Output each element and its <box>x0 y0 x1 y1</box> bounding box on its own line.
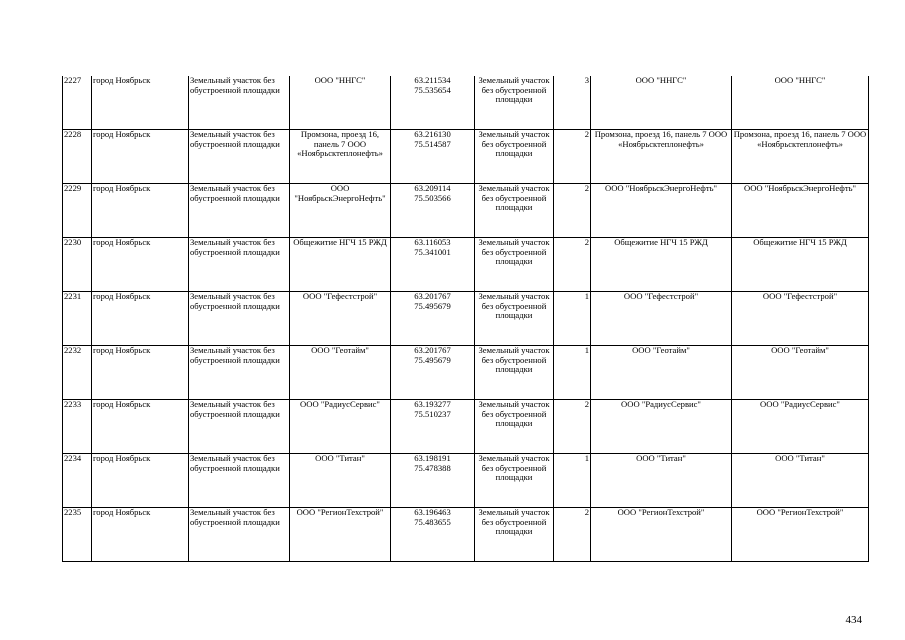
latitude: 63.198191 <box>414 453 451 463</box>
cell-owner: ООО "ННГС" <box>290 76 391 130</box>
latitude: 63.201767 <box>414 291 451 301</box>
longitude: 75.514587 <box>414 138 451 149</box>
cell-owner: ООО "НоябрьскЭнергоНефть" <box>290 184 391 238</box>
registry-table <box>62 76 869 562</box>
cell-container-count: 2 <box>554 508 591 562</box>
cell-organization: Промзона, проезд 16, панель 7 ООО «Ноябрьсктеплонефть» <box>591 130 732 184</box>
table-row <box>63 292 869 346</box>
cell-city: город Ноябрьск <box>92 292 189 346</box>
latitude: 63.193277 <box>414 399 451 409</box>
cell-site-type: Земельный участок без обустроенной площадки <box>189 292 290 346</box>
cell-site-type: Земельный участок без обустроенной площадки <box>189 346 290 400</box>
cell-owner: ООО "Геотайм" <box>290 346 391 400</box>
longitude: 75.483655 <box>414 516 451 527</box>
cell-owner: Общежитие НГЧ 15 РЖД <box>290 238 391 292</box>
latitude: 63.196463 <box>414 507 451 517</box>
table-row <box>63 76 869 130</box>
cell-organization: ООО "НоябрьскЭнергоНефть" <box>591 184 732 238</box>
latitude: 63.116053 <box>414 237 451 247</box>
cell-city: город Ноябрьск <box>92 400 189 454</box>
cell-city: город Ноябрьск <box>92 184 189 238</box>
cell-owner: Промзона, проезд 16, панель 7 ООО «Ноябрьсктеплонефть» <box>290 130 391 184</box>
latitude: 63.201767 <box>414 345 451 355</box>
cell-coordinates <box>391 238 475 292</box>
cell-city: город Ноябрьск <box>92 508 189 562</box>
cell-site-kind: Земельный участок без обустроенной площадки <box>475 76 554 130</box>
cell-source-organization: ООО "РадиусСервис" <box>732 400 869 454</box>
cell-site-type: Земельный участок без обустроенной площадки <box>189 238 290 292</box>
latitude: 63.216130 <box>414 129 451 139</box>
page-number: 434 <box>845 614 862 626</box>
cell-city: город Ноябрьск <box>92 454 189 508</box>
cell-number: 2227 <box>63 76 92 130</box>
cell-source-organization: Общежитие НГЧ 15 РЖД <box>732 238 869 292</box>
cell-container-count: 2 <box>554 184 591 238</box>
cell-number: 2228 <box>63 130 92 184</box>
longitude: 75.535654 <box>414 84 451 95</box>
cell-owner: ООО "РадиусСервис" <box>290 400 391 454</box>
cell-source-organization: ООО "РегионТехстрой" <box>732 508 869 562</box>
cell-coordinates <box>391 346 475 400</box>
cell-coordinates <box>391 508 475 562</box>
cell-source-organization: ООО "Титан" <box>732 454 869 508</box>
cell-container-count: 1 <box>554 454 591 508</box>
cell-coordinates <box>391 130 475 184</box>
cell-container-count: 2 <box>554 238 591 292</box>
cell-container-count: 2 <box>554 130 591 184</box>
cell-site-kind: Земельный участок без обустроенной площадки <box>475 346 554 400</box>
cell-site-type: Земельный участок без обустроенной площадки <box>189 454 290 508</box>
cell-site-kind: Земельный участок без обустроенной площадки <box>475 238 554 292</box>
cell-coordinates <box>391 292 475 346</box>
cell-source-organization: ООО "ННГС" <box>732 76 869 130</box>
table-row <box>63 130 869 184</box>
cell-source-organization: ООО "НоябрьскЭнергоНефть" <box>732 184 869 238</box>
cell-container-count: 3 <box>554 76 591 130</box>
cell-site-kind: Земельный участок без обустроенной площадки <box>475 508 554 562</box>
cell-site-kind: Земельный участок без обустроенной площадки <box>475 292 554 346</box>
cell-organization: Общежитие НГЧ 15 РЖД <box>591 238 732 292</box>
cell-city: город Ноябрьск <box>92 346 189 400</box>
cell-source-organization: ООО "Гефестстрой" <box>732 292 869 346</box>
cell-number: 2229 <box>63 184 92 238</box>
table-row <box>63 346 869 400</box>
cell-organization: ООО "Геотайм" <box>591 346 732 400</box>
table-row <box>63 238 869 292</box>
cell-container-count: 1 <box>554 346 591 400</box>
cell-site-type: Земельный участок без обустроенной площадки <box>189 508 290 562</box>
cell-number: 2233 <box>63 400 92 454</box>
table-row <box>63 184 869 238</box>
cell-city: город Ноябрьск <box>92 238 189 292</box>
cell-coordinates <box>391 454 475 508</box>
cell-source-organization: ООО "Геотайм" <box>732 346 869 400</box>
cell-source-organization: Промзона, проезд 16, панель 7 ООО «Ноябрьсктеплонефть» <box>732 130 869 184</box>
cell-owner: ООО "Гефестстрой" <box>290 292 391 346</box>
cell-site-kind: Земельный участок без обустроенной площадки <box>475 184 554 238</box>
latitude: 63.211534 <box>414 76 451 85</box>
cell-coordinates <box>391 184 475 238</box>
longitude: 75.495679 <box>414 354 451 365</box>
longitude: 75.503566 <box>414 192 451 203</box>
cell-coordinates <box>391 400 475 454</box>
cell-number: 2232 <box>63 346 92 400</box>
cell-site-type: Земельный участок без обустроенной площадки <box>189 400 290 454</box>
cell-organization: ООО "РегионТехстрой" <box>591 508 732 562</box>
cell-container-count: 2 <box>554 400 591 454</box>
cell-number: 2230 <box>63 238 92 292</box>
registry-table-body <box>63 76 869 562</box>
cell-site-type: Земельный участок без обустроенной площадки <box>189 76 290 130</box>
longitude: 75.341001 <box>414 246 451 257</box>
latitude: 63.209114 <box>414 183 451 193</box>
cell-site-kind: Земельный участок без обустроенной площадки <box>475 400 554 454</box>
cell-city: город Ноябрьск <box>92 76 189 130</box>
cell-organization: ООО "Титан" <box>591 454 732 508</box>
longitude: 75.510237 <box>414 408 451 419</box>
cell-organization: ООО "Гефестстрой" <box>591 292 732 346</box>
cell-site-type: Земельный участок без обустроенной площадки <box>189 184 290 238</box>
cell-container-count: 1 <box>554 292 591 346</box>
cell-site-kind: Земельный участок без обустроенной площадки <box>475 454 554 508</box>
cell-organization: ООО "ННГС" <box>591 76 732 130</box>
cell-number: 2231 <box>63 292 92 346</box>
cell-city: город Ноябрьск <box>92 130 189 184</box>
cell-number: 2235 <box>63 508 92 562</box>
cell-site-kind: Земельный участок без обустроенной площадки <box>475 130 554 184</box>
table-row <box>63 400 869 454</box>
longitude: 75.478388 <box>414 462 451 473</box>
table-row <box>63 508 869 562</box>
cell-site-type: Земельный участок без обустроенной площадки <box>189 130 290 184</box>
cell-coordinates <box>391 76 475 130</box>
table-row <box>63 454 869 508</box>
longitude: 75.495679 <box>414 300 451 311</box>
cell-organization: ООО "РадиусСервис" <box>591 400 732 454</box>
cell-owner: ООО "Титан" <box>290 454 391 508</box>
cell-number: 2234 <box>63 454 92 508</box>
cell-owner: ООО "РегионТехстрой" <box>290 508 391 562</box>
